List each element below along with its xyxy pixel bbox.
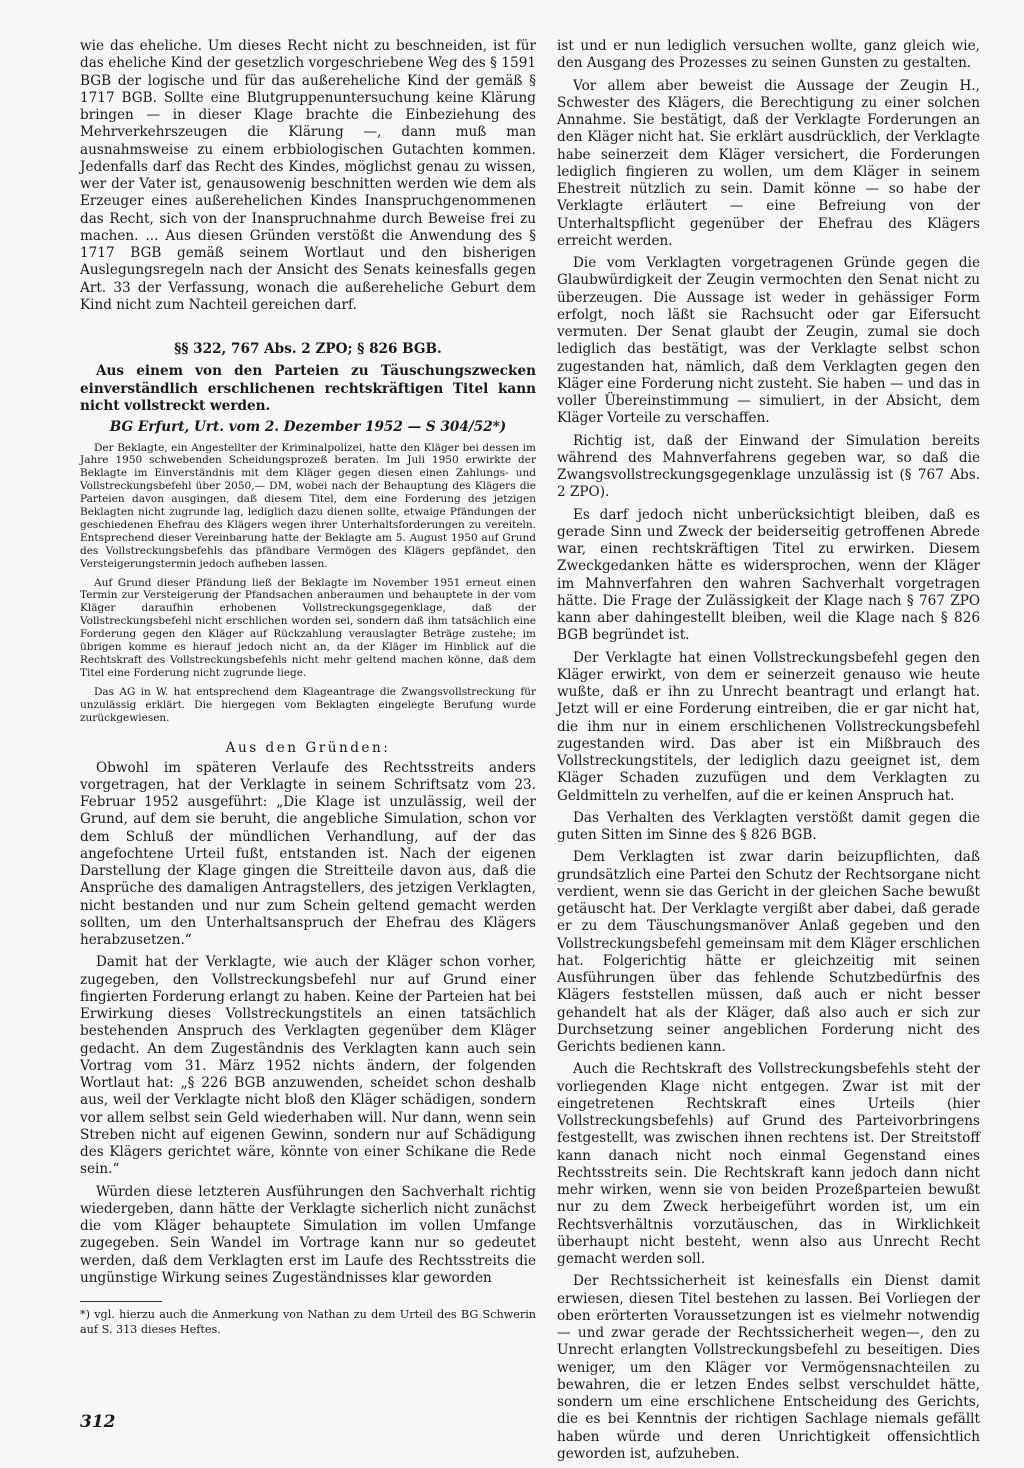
footnote: *) vgl. hierzu auch die Anmerkung von Nathan zu dem Urteil des BG Schwerin auf S. 313 dieses Heftes. [80, 1308, 536, 1336]
body-paragraph: Das Verhalten des Verklagten verstößt damit gegen die guten Sitten im Sinne des § 826 BGB. [557, 809, 980, 843]
body-paragraph: Auch die Rechtskraft des Vollstreckungsbefehls steht der vorliegenden Klage nicht entgegen. Zwar ist mit der eingetretenen Rechtskraft eines Urteils (hier Vollstreckungsbefehls) auf Grund des Parteivorbringens festgestellt, was zwischen ihnen rechtens ist. Der Streitstoff kann danach nicht noch einmal Gegenstand eines Rechtsstreits sein. Die Rechtskraft kann jedoch dann nicht mehr wirken, wenn sie von beiden Prozeßparteien bewußt nur zu dem Zweck herbeigeführt worden ist, um ein Rechtsverhältnis vorzutäuschen, das in Wirklichkeit überhaupt nicht besteht, wenn also aus Unrecht Recht gemacht werden soll. [557, 1061, 980, 1267]
intro-paragraph: wie das eheliche. Um dieses Recht nicht zu beschneiden, ist für das eheliche Kind der gesetzlich vorgeschriebene Weg des § 1591 BGB der logische und für das außereheliche Kind der gemäß § 1717 BGB. Sollte eine Blutgruppenuntersuchung keine Klärung bringen — in dieser Klage brachte die Einbeziehung des Mehrverkehrszeugen die Klärung —, dann muß man ausnahmsweise zu einem erbbiologischen Gutachten kommen. Jedenfalls darf das Recht des Kindes, möglichst genau zu wissen, wer der Vater ist, genausowenig beschnitten werden wie dem als Erzeuger eines außerehelichen Kindes Inanspruchgenommenen das Recht, sich von der Inanspruchnahme durch Beweise frei zu machen. ... Aus diesen Gründen verstößt die Anwendung des § 1717 BGB gemäß seinem Wortlaut und den bisherigen Auslegungsregeln nach der Ansicht des Senats keinesfalls gegen Art. 33 der Verfassung, wonach die außereheliche Geburt dem Kind nicht zum Nachteil gereichen darf. [80, 38, 536, 313]
body-paragraph: Würden diese letzteren Ausführungen den Sachverhalt richtig wiedergeben, dann hätte der Verklagte sicherlich nicht zunächst die vom Kläger behauptete Simulation im vollen Umfange zugegeben. Sein Wandel im Vortrage kann nur so gedeutet werden, daß dem Verklagten erst im Laufe des Rechtsstreits die ungünstige Wirkung seines Zugeständnisses klar geworden [80, 1183, 536, 1286]
facts-paragraph: Der Beklagte, ein Angestellter der Kriminalpolizei, hatte den Kläger bei dessen im Jahre 1950 schwebenden Scheidungsprozeß beraten. Im Juli 1950 erwirkte der Beklagte im Einverständnis mit dem Kläger gegen diesen einen Zahlungs- und Vollstreckungsbefehl über 2050,— DM, wobei nach der Behauptung des Klägers die Parteien davon ausgingen, daß diesem Titel, dem eine Forderung des jetzigen Beklagten nicht zugrunde lag, lediglich dazu dienen sollte, etwaige Pfändungen der geschiedenen Ehefrau des Klägers wegen ihrer Unterhaltsforderungen zu vereiteln. Entsprechend dieser Vereinbarung hatte der Beklagte am 5. August 1950 auf Grund des Vollstreckungsbefehls das pfändbare Vermögen des Klägers gepfändet, den Versteigerungstermin jedoch aufheben lassen. [80, 441, 536, 570]
body-paragraph: Der Rechtssicherheit ist keinesfalls ein Dienst damit erwiesen, diesen Titel bestehen zu lassen. Bei Vorliegen der oben erörterten Voraussetzungen ist es vielmehr notwendig — und zwar gerade der Rechtssicherheit wegen—, den zu Unrecht erlangten Vollstreckungsbefehl zu beseitigen. Dies weniger, um den Kläger vor Vermögensnachteilen zu bewahren, die er letzen Endes selbst verschuldet hätte, sondern um eine erschlichene Entscheidung des Gerichts, die es bei Kenntnis der richtigen Sachlage niemals gefällt haben würde und deren Unrichtigkeit offensichtlich geworden ist, aufzuheben. [557, 1273, 980, 1462]
body-paragraph: Es darf jedoch nicht unberücksichtigt bleiben, daß es gerade Sinn und Zweck der beiderseitig getroffenen Abrede war, einen rechtskräftigen Titel zu erwirken. Diesem Zweckgedanken hätte es widersprochen, wenn der Kläger im Mahnverfahren den wahren Sachverhalt vorgetragen hätte. Die Frage der Zulässigkeit der Klage nach § 767 ZPO kann aber dahingestellt bleiben, weil die Klage nach § 826 BGB begründet ist. [557, 506, 980, 644]
body-paragraph: Obwohl im späteren Verlaufe des Rechtsstreits anders vorgetragen, hat der Verklagte in seinem Schriftsatz vom 23. Februar 1952 ausgeführt: „Die Klage ist unzulässig, weil der Grund, auf dem sie beruht, die angebliche Simulation, schon vor dem Schluß der mündlichen Verhandlung, auf der das angefochtene Urteil fußt, entstanden ist. Nach der eigenen Darstellung der Klage gingen die Streitteile davon aus, daß die Ansprüche des damaligen Antragstellers, des jetzigen Verklagten, nicht bestanden und nur zum Schein geltend gemacht werden sollten, um den Unterhaltsanspruch der Ehefrau des Klägers herabzusetzen.“ [80, 759, 536, 949]
headnote: Aus einem von den Parteien zu Täuschungszwecken einverständlich erschlichenen rechtskräftigen Titel kann nicht vollstreckt werden. [80, 363, 536, 414]
page-number: 312 [80, 1412, 116, 1432]
body-paragraph: Richtig ist, daß der Einwand der Simulation bereits während des Mahnverfahrens gegeben war, so daß die Zwangsvollstreckungsgegenklage unzulässig ist (§ 767 Abs. 2 ZPO). [557, 432, 980, 501]
right-column [557, 38, 980, 1468]
body-paragraph: ist und er nun lediglich versuchen wollte, ganz gleich wie, den Ausgang des Prozesses zu seinen Gunsten zu gestalten. [557, 38, 980, 72]
footnote-rule [80, 1301, 162, 1302]
section-title: §§ 322, 767 Abs. 2 ZPO; § 826 BGB. [174, 341, 442, 357]
facts-paragraph: Das AG in W. hat entsprechend dem Klageantrage die Zwangsvollstreckung für unzulässig erklärt. Die hiergegen vom Beklagten eingelegte Berufung wurde zurückgewiesen. [80, 685, 536, 724]
body-paragraph: Damit hat der Verklagte, wie auch der Kläger schon vorher, zugegeben, den Vollstreckungsbefehl nur auf Grund einer fingierten Forderung erlangt zu haben. Keine der Parteien hat bei Erwirkung dieses Vollstreckungstitels an einen tatsächlich bestehenden Anspruch des Verklagten gegenüber dem Kläger gedacht. An dem Zugeständnis des Verklagten kann auch sein Vortrag vom 31. März 1952 nichts ändern, der folgenden Wortlaut hat: „§ 226 BGB anzuwenden, scheidet schon deshalb aus, weil der Verklagte nicht bloß den Kläger schädigen, sondern vor allem selbst sein Geld wiederhaben will. Nur dann, wenn sein Streben nicht auf eigenen Gewinn, sondern nur auf Schädigung des Klägers gerichtet wäre, könnte von einer Schikane die Rede sein.“ [80, 954, 536, 1178]
body-paragraph: Dem Verklagten ist zwar darin beizupflichten, daß grundsätzlich eine Partei den Schutz der Rechtsorgane nicht verdient, wenn sie das Gericht in der gleichen Sache bewußt getäuscht hat. Der Verklagte vergißt aber dabei, daß gerade er zu dem Täuschungsmanöver Anlaß gegeben und den Vollstreckungsbefehl gemeinsam mit dem Kläger erschlichen hat. Folgerichtig hätte er gleichzeitig mit seinen Ausführungen über das fehlende Schutzbedürfnis des Klägers feststellen müssen, daß auch er nicht besser gehandelt hat als der Kläger, daß also auch er sich zur Durchsetzung seiner angeblichen Forderung nicht des Gerichts bedienen kann. [557, 849, 980, 1055]
grounds-heading: Aus den Gründen: [225, 739, 391, 756]
body-paragraph: Der Verklagte hat einen Vollstreckungsbefehl gegen den Kläger erwirkt, von dem er seinerzeit genauso wie heute wußte, daß er ihn zu Unrecht beantragt und erlangt hat. Jetzt will er eine Forderung eintreiben, die er gar nicht hat, die ihm nur in einem erschlichenen Vollstreckungsbefehl zugestanden wird. Das aber ist ein Mißbrauch des Vollstreckungstitels, der lediglich dazu geeignet ist, dem Kläger Schaden zuzufügen und dem Verklagten zu Geldmitteln zu verhelfen, auf die er keinen Anspruch hat. [557, 649, 980, 804]
body-paragraph: Vor allem aber beweist die Aussage der Zeugin H., Schwester des Klägers, die Berechtigung zu einer solchen Annahme. Sie bestätigt, daß der Verklagte Forderungen an den Kläger nicht hat. Sie erklärt ausdrücklich, der Verklagte habe seinerzeit dem Kläger versichert, die Forderungen lediglich fingieren zu wollen, um dem Kläger in seinem Ehestreit nützlich zu sein. Damit könne — so habe der Verklagte erläutert — eine Befreiung von der Unterhaltspflicht gegenüber der Ehefrau des Klägers erreicht werden. [557, 77, 980, 249]
court-citation: BG Erfurt, Urt. vom 2. Dezember 1952 — S 304/52*) [109, 418, 507, 435]
left-column [80, 38, 536, 1337]
facts-paragraph: Auf Grund dieser Pfändung ließ der Beklagte im November 1951 erneut einen Termin zur Versteigerung der Pfandsachen anberaumen und behauptete in der vom Kläger daraufhin erhobenen Vollstreckungsgegenklage, daß der Vollstreckungsbefehl nicht erschlichen worden sei, sondern daß ihm tatsächlich eine Forderung gegen den Kläger auf Rückzahlung verauslagter Beträge zustehe; im übrigen komme es hierauf jedoch nicht an, da der Kläger im Hinblick auf die Rechtskraft des Vollstreckungsbefehls nicht mehr geltend machen könne, daß dem Titel eine Forderung nicht zugrunde liege. [80, 576, 536, 679]
body-paragraph: Die vom Verklagten vorgetragenen Gründe gegen die Glaubwürdigkeit der Zeugin vermochten den Senat nicht zu überzeugen. Die Aussage ist weder in gehässiger Form erfolgt, noch läßt sie Rachsucht oder gar Eifersucht vermuten. Der Senat glaubt der Zeugin, zumal sie doch lediglich das bestätigt, was der Verklagte selbst schon zugestanden hat, nämlich, daß dem Verklagten gegen den Kläger eine Forderung nicht zusteht. Sie haben — und das in voller Übereinstimmung — simuliert, in der Absicht, dem Kläger Vorteile zu verschaffen. [557, 255, 980, 427]
